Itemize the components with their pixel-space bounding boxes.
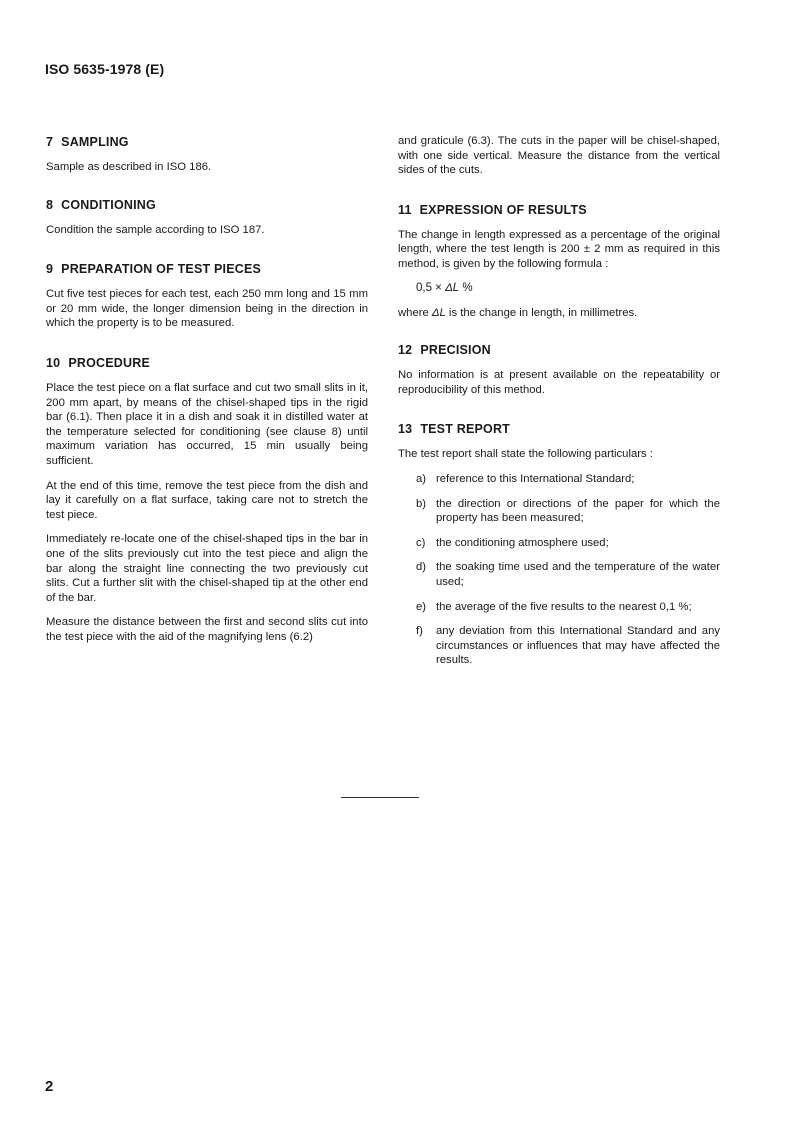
section-heading: SAMPLING bbox=[61, 135, 129, 149]
document-header: ISO 5635-1978 (E) bbox=[45, 61, 165, 77]
section-title bbox=[398, 342, 720, 358]
section-precision bbox=[398, 342, 720, 397]
list-marker: a) bbox=[416, 472, 427, 485]
text-fragment: is the change in length, in millimetres. bbox=[445, 306, 638, 319]
list-item-text: any deviation from this International Standard and any circumstances or influences that may have affected the results. bbox=[436, 625, 720, 667]
list-item bbox=[416, 472, 720, 487]
section-number: 9 bbox=[46, 262, 54, 277]
page-number: 2 bbox=[45, 1078, 54, 1095]
section-title bbox=[398, 421, 720, 437]
paragraph: Cut five test pieces for each test, each 250 mm long and 15 mm or 20 mm wide, the longer dimension being in the direction in which the property is to be measured. bbox=[46, 288, 368, 330]
paragraph: At the end of this time, remove the test piece from the dish and lay it carefully on a flat surface, taking care not to stretch the test piece. bbox=[46, 479, 368, 521]
report-list bbox=[398, 472, 720, 668]
paragraph: and graticule (6.3). The cuts in the paper will be chisel-shaped, with one side vertical. Measure the distance from the vertical sides of the cuts. bbox=[398, 135, 720, 177]
list-item-text: the soaking time used and the temperature of the water used; bbox=[436, 561, 720, 588]
section-procedure-continued bbox=[398, 134, 720, 178]
end-divider bbox=[341, 797, 419, 798]
section-number: 13 bbox=[398, 422, 413, 437]
list-item bbox=[416, 536, 720, 551]
section-expression-of-results bbox=[398, 202, 720, 320]
formula-suffix: % bbox=[459, 281, 473, 294]
list-item bbox=[416, 624, 720, 668]
paragraph: No information is at present available on the repeatability or reproducibility of this method. bbox=[398, 369, 720, 396]
list-item-text: the direction or directions of the paper for which the property has been measured; bbox=[436, 497, 720, 525]
section-heading: TEST REPORT bbox=[420, 422, 511, 437]
right-column bbox=[398, 134, 720, 678]
left-column bbox=[46, 134, 368, 654]
section-preparation bbox=[46, 261, 368, 331]
section-title bbox=[46, 197, 368, 213]
text-fragment: where bbox=[398, 306, 432, 319]
delta-symbol: ΔL bbox=[431, 306, 446, 319]
paragraph: The change in length expressed as a percentage of the original length, where the test length is 200 ± 2 mm as required in this method, is given by the following formula : bbox=[398, 228, 720, 270]
list-marker: e) bbox=[416, 600, 427, 613]
list-item bbox=[416, 560, 720, 589]
section-title bbox=[46, 355, 368, 371]
section-number: 7 bbox=[46, 135, 54, 149]
section-heading: PRECISION bbox=[420, 343, 491, 358]
section-sampling bbox=[46, 134, 368, 175]
formula-prefix: 0,5 × bbox=[416, 281, 446, 294]
section-procedure bbox=[46, 355, 368, 645]
formula-delta: ΔL bbox=[445, 281, 460, 294]
list-marker: f) bbox=[416, 625, 423, 638]
section-test-report bbox=[398, 421, 720, 668]
paragraph: Condition the sample according to ISO 187. bbox=[46, 223, 265, 236]
paragraph: Sample as described in ISO 186. bbox=[46, 161, 212, 173]
list-item-text: the average of the five results to the nearest 0,1 %; bbox=[436, 600, 692, 613]
paragraph: Place the test piece on a flat surface and cut two small slits in it, 200 mm apart, by means of the chisel-shaped tips in the rigid bar (6.1). Then place it in a dish and soak it in distilled water at the temperature selected for conditioning (see clause 8) until maximum variation has occurred, 15 min usually being sufficient. bbox=[46, 381, 368, 467]
section-title bbox=[46, 261, 368, 277]
list-marker: d) bbox=[416, 561, 427, 574]
section-number: 10 bbox=[46, 355, 61, 370]
section-number: 12 bbox=[398, 343, 413, 358]
list-item-text: the conditioning atmosphere used; bbox=[436, 536, 609, 549]
section-heading: PROCEDURE bbox=[68, 355, 150, 370]
paragraph: Immediately re-locate one of the chisel-shaped tips in the bar in one of the slits previously cut into the test piece and align the bar along the straight line connecting the two previously cut slits. Cut a further slit with the chisel-shaped tip at the other end of the bar. bbox=[46, 533, 368, 604]
section-heading: PREPARATION OF TEST PIECES bbox=[61, 262, 262, 277]
section-heading: EXPRESSION OF RESULTS bbox=[419, 202, 587, 217]
paragraph: The test report shall state the following particulars : bbox=[398, 448, 653, 461]
paragraph: Measure the distance between the first and second slits cut into the test piece with the aid of the magnifying lens (6.2) bbox=[46, 616, 368, 643]
section-number: 11 bbox=[398, 202, 412, 217]
list-marker: c) bbox=[416, 536, 426, 549]
section-title bbox=[398, 202, 720, 218]
list-marker: b) bbox=[416, 497, 427, 510]
section-number: 8 bbox=[46, 197, 54, 212]
list-item-text: reference to this International Standard; bbox=[436, 472, 635, 485]
section-title bbox=[46, 134, 368, 150]
formula bbox=[416, 282, 720, 294]
section-conditioning bbox=[46, 197, 368, 238]
list-item bbox=[416, 600, 720, 615]
list-item bbox=[416, 497, 720, 526]
paragraph bbox=[398, 306, 720, 321]
section-heading: CONDITIONING bbox=[61, 197, 156, 212]
